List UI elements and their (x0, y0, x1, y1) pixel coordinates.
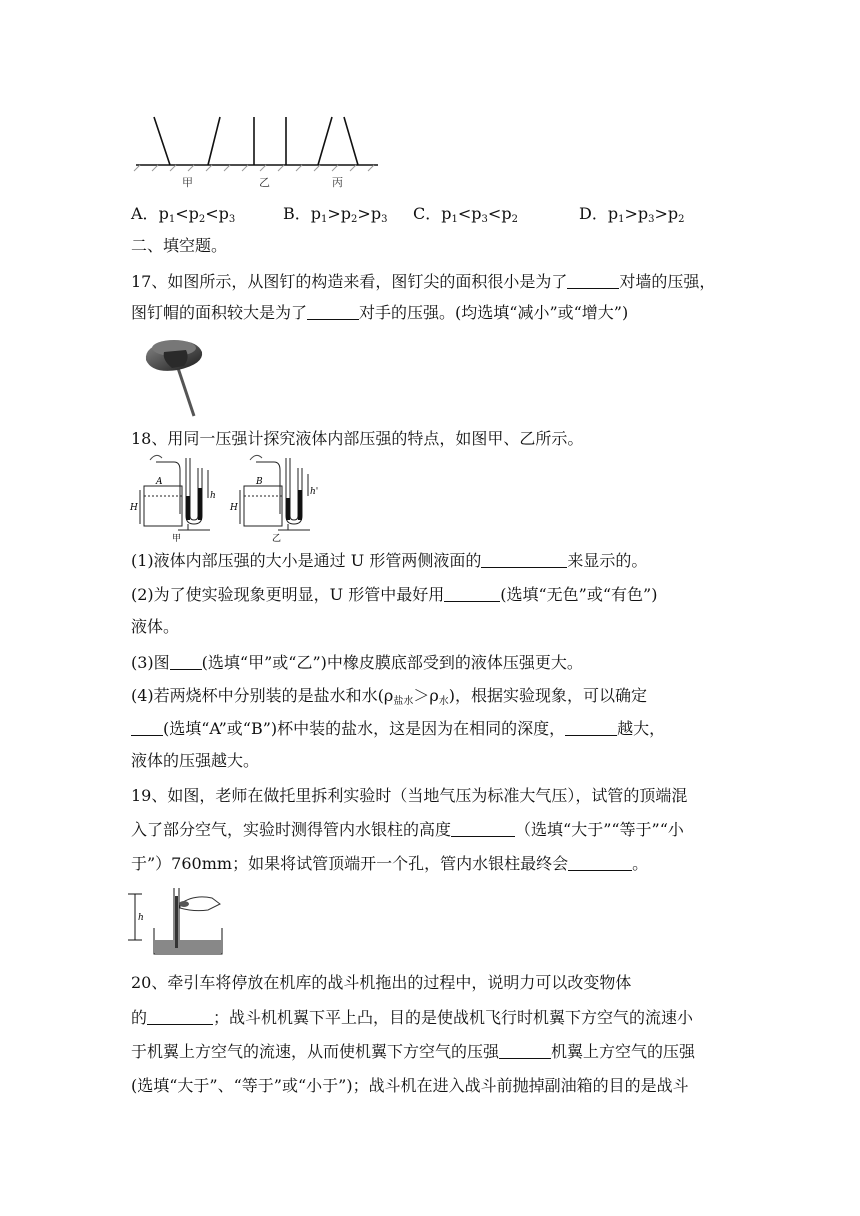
q17-line1: 17、如图所示，从图钉的构造来看，图钉尖的面积很小是为了 对墙的压强， (131, 272, 716, 291)
label-jia: 甲 (172, 534, 182, 542)
q18-sub4-end: 液体的压强越大。 (131, 751, 260, 770)
label-h: h (210, 491, 216, 501)
label-h-depth-1: H (130, 503, 138, 513)
q20-line1: 20、牵引车将停放在机库的战斗机拖出的过程中，说明力可以改变物体 (131, 973, 632, 992)
label-h-prime: h' (310, 487, 319, 497)
q19-blank1[interactable] (451, 820, 515, 837)
q18-sub2: (2)为了使实验现象更明显，U 形管中最好用 (选填“无色”或“有色”) (131, 585, 658, 604)
q18-sub2-cont: 液体。 (131, 617, 180, 636)
thumbtack-figure (138, 332, 228, 422)
option-c[interactable]: C．$p_1<p_3<p_2$ (413, 204, 518, 225)
label-yi: 乙 (272, 534, 282, 542)
option-b[interactable]: B．$p_1>p_2>p_3$ (283, 204, 388, 225)
q18-sub3: (3)图 (选填“甲”或“乙”)中橡皮膜底部受到的液体压强更大。 (131, 653, 583, 672)
option-d[interactable]: D．$p_1>p_3>p_2$ (579, 204, 685, 225)
q20-blank2[interactable] (499, 1042, 551, 1059)
q20-line4: (选填“大于”、“等于”或“小于”)；战斗机在进入战斗前抛掉副油箱的目的是战斗 (131, 1076, 689, 1095)
label-h-depth-2: H (230, 503, 238, 513)
q18-sub4-cont: (选填“A”或“B”)杯中装的盐水，这是因为在相同的深度， 越大， (131, 718, 665, 740)
q18-blank3[interactable] (170, 653, 202, 670)
nails-figure (128, 112, 383, 192)
q20-blank1[interactable] (147, 1008, 213, 1025)
q18-blank1[interactable] (481, 551, 567, 568)
manometer-figure (128, 452, 338, 542)
option-a[interactable]: A．$p_1<p_2<p_3$ (131, 204, 236, 225)
q18-blank4[interactable] (131, 719, 163, 736)
label-h-column: h (138, 913, 144, 923)
q18-stem: 18、用同一压强计探究液体内部压强的特点，如图甲、乙所示。 (131, 429, 584, 448)
q18-blank5[interactable] (565, 719, 617, 736)
q19-blank2[interactable] (568, 854, 632, 871)
q17-blank1[interactable] (567, 272, 619, 289)
q19-line2: 入了部分空气，实验时测得管内水银柱的高度 （选填“大于”“等于”“小 (131, 820, 684, 839)
q20-line2: 的 ；战斗机机翼下平上凸，目的是使战机飞行时机翼下方空气的流速小 (131, 1008, 694, 1027)
q18-sub4: (4)若两烧杯中分别装的是盐水和水$(\rho_{盐水}>\rho_水)$，根据实验现象，可以确定 (131, 686, 647, 707)
nail-label-bing: 丙 (332, 176, 343, 189)
q17-line2: 图钉帽的面积较大是为了 对手的压强。(均选填“减小”或“增大”) (131, 303, 629, 322)
q18-sub1: (1)液体内部压强的大小是通过 U 形管两侧液面的 来显示的。 (131, 551, 648, 570)
section-heading: 二、填空题。 (131, 236, 228, 255)
label-a: A (156, 477, 163, 487)
nail-label-yi: 乙 (259, 176, 270, 189)
q19-line1: 19、如图，老师在做托里拆利实验时（当地气压为标准大气压），试管的顶端混 (131, 786, 688, 805)
nail-label-jia: 甲 (182, 176, 193, 189)
label-b: B (256, 477, 263, 487)
q20-line3: 于机翼上方空气的流速，从而使机翼下方空气的压强 机翼上方空气的压强 (131, 1042, 696, 1061)
q18-blank2[interactable] (444, 585, 500, 602)
q19-line3: 于”）760mm；如果将试管顶端开一个孔，管内水银柱最终会 。 (131, 854, 649, 873)
torricelli-figure (124, 884, 234, 956)
q17-blank2[interactable] (307, 303, 359, 320)
